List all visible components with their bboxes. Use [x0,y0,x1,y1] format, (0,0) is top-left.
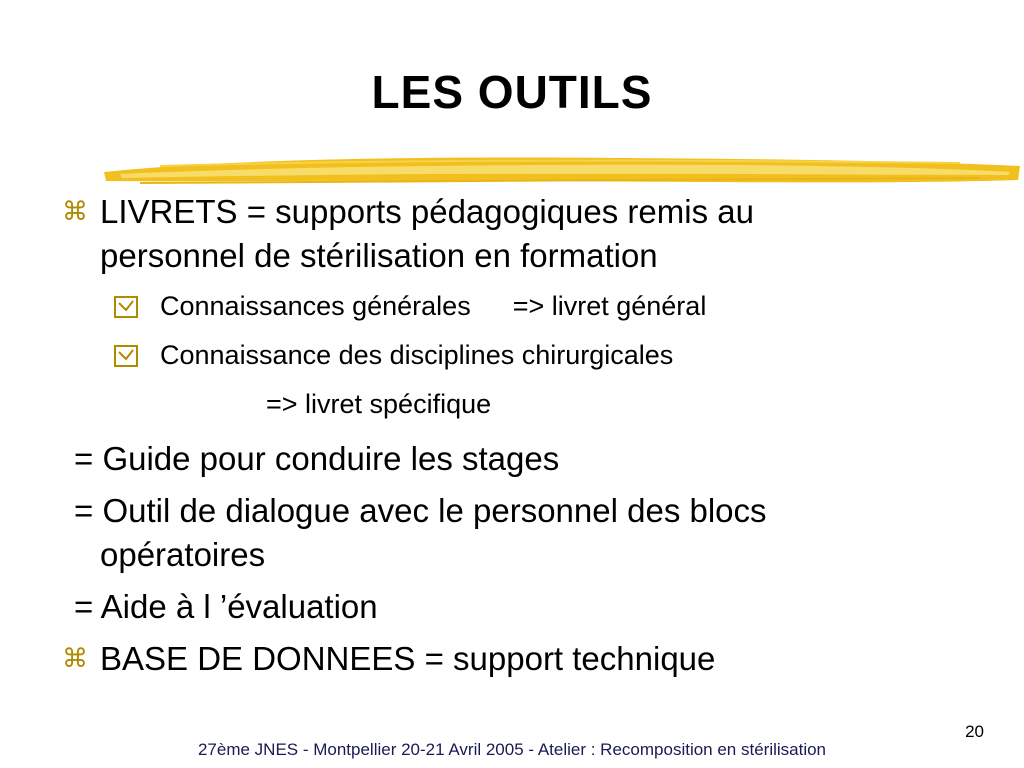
item-guide-stages: = Guide pour conduire les stages [74,440,560,477]
bullet-livrets [60,190,1000,234]
command-icon: ⌘ [62,197,88,227]
sub-bullet-left-text: Connaissances générales [160,291,471,321]
bullet-base-de-donnees [60,637,1000,681]
bullet-livrets-continuation [60,234,1000,278]
sub-bullet-continuation [60,380,1000,429]
item-aide-evaluation: = Aide à l ’évaluation [74,588,378,625]
checkbox-icon [114,345,138,367]
command-icon: ⌘ [62,644,88,674]
sub-bullet-left-text: Connaissance des disciplines chirurgicales [160,340,674,370]
bullet-base-text: BASE DE DONNEES = support technique [100,640,716,677]
bullet-livrets-line1: LIVRETS = supports pédagogiques remis au [100,193,754,230]
slide-title: LES OUTILS [371,66,653,118]
sub-bullet-connaissances-generales [60,282,1000,331]
page-number: 20 [965,722,984,741]
sub-bullet-continuation-text: => livret spécifique [266,389,492,419]
brush-stroke-divider [100,150,1024,190]
item-outil-dialogue-continuation: opératoires [100,536,266,573]
sub-bullet-right-text: => livret général [512,291,707,321]
checkbox-icon [114,296,138,318]
slide-footer: 27ème JNES - Montpellier 20-21 Avril 2005 - Atelier : Recomposition en stérilisation [197,740,827,759]
item-outil-dialogue: = Outil de dialogue avec le personnel des blocs [74,492,767,529]
sub-bullet-connaissance-disciplines [60,331,1000,380]
bullet-list [60,190,1000,681]
bullet-livrets-line2: personnel de stérilisation en formation [100,237,658,274]
